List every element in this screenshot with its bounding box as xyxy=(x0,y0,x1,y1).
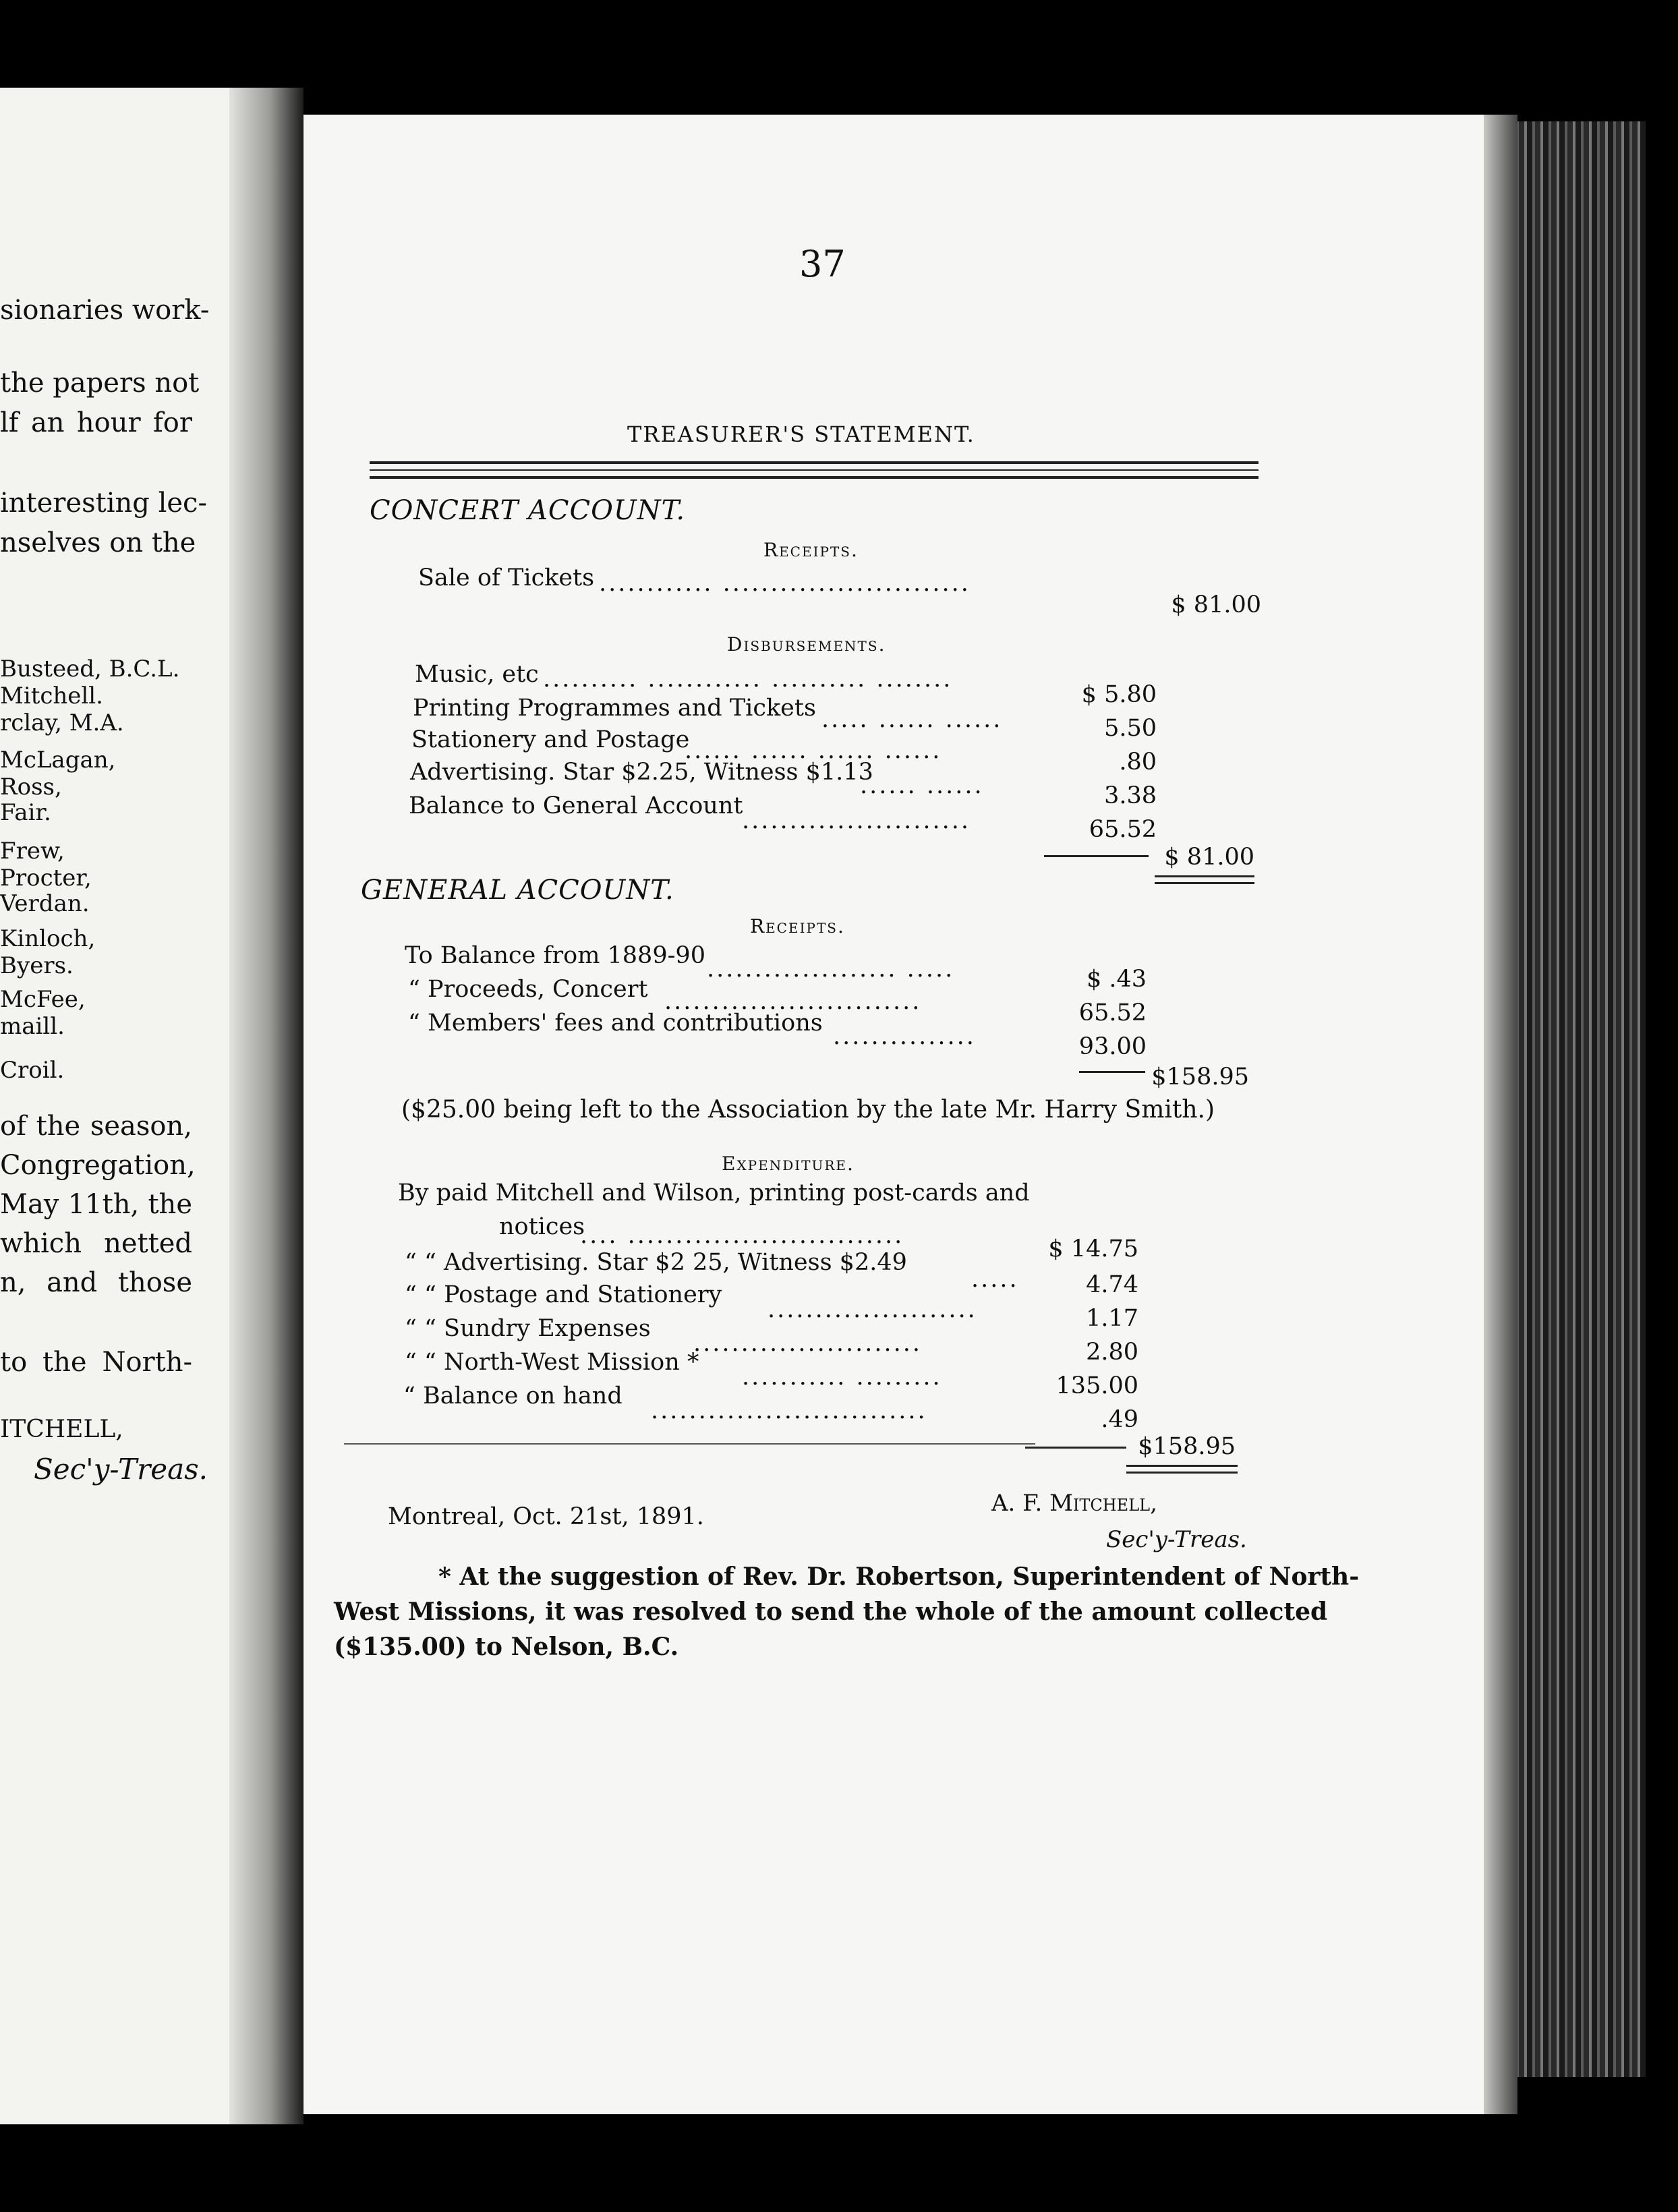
leader-dots: ..... xyxy=(971,1266,1019,1293)
left-signature-title: Sec'y-Treas. xyxy=(34,1453,208,1486)
signer-name: A. F. Mitchell, xyxy=(991,1490,1157,1517)
general-account-heading: GENERAL ACCOUNT. xyxy=(361,875,674,906)
footnote-line: ($135.00) to Nelson, B.C. xyxy=(334,1633,679,1661)
leader-dots: ........................ xyxy=(693,1330,923,1357)
left-text-line: of the season, xyxy=(0,1111,192,1142)
leader-dots: ............ .......................... xyxy=(599,570,971,597)
page-stack-edge xyxy=(1511,121,1646,2077)
disbursement-label: Music, etc xyxy=(415,661,539,688)
left-text-line: nselves on the xyxy=(0,527,196,558)
left-name-line: rclay, M.A. xyxy=(0,709,124,736)
concert-total: $ 81.00 xyxy=(1164,844,1254,871)
left-facing-page xyxy=(0,88,250,2124)
bequest-note: ($25.00 being left to the Association by the late Mr. Harry Smith.) xyxy=(401,1096,1215,1124)
disbursement-amount: 65.52 xyxy=(1089,816,1157,843)
signer-title: Sec'y-Treas. xyxy=(1106,1526,1247,1553)
general-receipt-amount: 93.00 xyxy=(1078,1033,1147,1060)
leader-dots: ............... xyxy=(833,1023,976,1050)
concert-disbursements-label: Disbursements. xyxy=(727,633,886,656)
left-text-line: lf an hour for xyxy=(0,407,192,438)
footnote-line: * At the suggestion of Rev. Dr. Robertson, Superintendent of North- xyxy=(438,1563,1360,1591)
left-name-line: Kinloch, xyxy=(0,925,96,952)
left-text-line: which netted xyxy=(0,1228,192,1259)
expenditure-label: Expenditure. xyxy=(722,1153,855,1175)
left-name-line: Busteed, B.C.L. xyxy=(0,656,180,682)
leader-dots: .......... ............ .......... ........ xyxy=(543,666,953,693)
expenditure-amount: 4.74 xyxy=(1086,1271,1138,1298)
expenditure-amount: 135.00 xyxy=(1055,1372,1138,1399)
concert-receipt-label: Sale of Tickets xyxy=(418,564,595,591)
footnote-line: West Missions, it was resolved to send the whole of the amount collected xyxy=(334,1598,1328,1626)
left-text-line: May 11th, the xyxy=(0,1189,192,1220)
disbursement-label: Stationery and Postage xyxy=(411,726,690,753)
concert-account-heading: CONCERT ACCOUNT. xyxy=(370,495,686,526)
general-receipts-label: Receipts. xyxy=(750,915,845,937)
left-text-line: Congregation, xyxy=(0,1150,196,1181)
left-name-line: McFee, xyxy=(0,986,86,1013)
expenditure-label-line: “ “ North-West Mission * xyxy=(405,1349,699,1376)
left-name-line: Fair. xyxy=(0,799,51,826)
left-name-line: Mitchell. xyxy=(0,682,103,709)
left-name-line: Byers. xyxy=(0,952,74,979)
expenditure-amount: .49 xyxy=(1101,1406,1138,1433)
left-text-line: n, and those xyxy=(0,1267,192,1298)
expenditure-amount: $ 14.75 xyxy=(1048,1235,1138,1262)
expenditure-label-line: “ “ Advertising. Star $2 25, Witness $2.49 xyxy=(405,1249,907,1276)
leader-dots: ........................... xyxy=(664,988,922,1015)
leader-dots: ...... ...... xyxy=(860,772,984,799)
left-name-line: Verdan. xyxy=(0,890,90,917)
disbursement-label: Balance to General Account xyxy=(409,792,743,819)
total-double-rule xyxy=(1155,882,1254,884)
left-signature-name: ITCHELL, xyxy=(0,1416,123,1443)
expenditure-label-line: “ Balance on hand xyxy=(403,1382,623,1409)
statement-title: TREASURER'S STATEMENT. xyxy=(627,421,975,447)
general-receipt-amount: $ .43 xyxy=(1086,966,1147,993)
expenditure-intro: By paid Mitchell and Wilson, printing post-cards and xyxy=(398,1180,1030,1206)
left-name-line: Procter, xyxy=(0,865,92,892)
leader-dots: ............................. xyxy=(651,1397,927,1424)
general-receipt-label: “ Proceeds, Concert xyxy=(408,976,648,1003)
general-receipt-label: To Balance from 1889-90 xyxy=(405,942,705,969)
left-name-line: maill. xyxy=(0,1013,65,1040)
general-receipt-label: “ Members' fees and contributions xyxy=(408,1010,823,1037)
leader-dots: ........... ......... xyxy=(742,1364,942,1391)
disbursement-label: Advertising. Star $2.25, Witness $1.13 xyxy=(410,759,873,786)
total-double-rule xyxy=(1126,1472,1238,1474)
leader-dots: ........................ xyxy=(742,807,971,834)
total-double-rule xyxy=(1155,875,1254,877)
left-name-line: Croil. xyxy=(0,1057,65,1084)
leader-dots: .................... ..... xyxy=(707,956,955,983)
left-text-line: to the North- xyxy=(0,1347,192,1378)
left-text-line: interesting lec- xyxy=(0,488,207,519)
page-number: 37 xyxy=(799,243,846,285)
place-date: Montreal, Oct. 21st, 1891. xyxy=(388,1503,704,1530)
leader-dots: ...... ...... ...... ...... xyxy=(685,737,942,764)
expenditure-amount: 2.80 xyxy=(1086,1339,1138,1366)
left-text-line: the papers not xyxy=(0,368,200,399)
concert-receipts-label: Receipts. xyxy=(763,539,859,561)
disbursement-amount: $ 5.80 xyxy=(1081,681,1157,708)
expenditure-label-line: “ “ Sundry Expenses xyxy=(405,1315,651,1342)
total-double-rule xyxy=(1126,1465,1238,1467)
disbursement-label: Printing Programmes and Tickets xyxy=(413,695,816,722)
left-name-line: Ross, xyxy=(0,774,62,801)
title-rule xyxy=(370,461,1258,464)
disbursement-amount: .80 xyxy=(1119,749,1157,776)
left-name-line: Frew, xyxy=(0,838,65,865)
general-receipt-amount: 65.52 xyxy=(1078,999,1147,1026)
expenditure-label-line: “ “ Postage and Stationery xyxy=(405,1281,722,1308)
title-rule xyxy=(370,476,1258,479)
leader-dots: .... ............................. xyxy=(580,1222,904,1249)
leader-dots: ..... ...... ...... xyxy=(821,706,1003,733)
expenditure-label-line: notices xyxy=(499,1213,585,1240)
title-rule xyxy=(370,469,1258,471)
disbursement-amount: 5.50 xyxy=(1104,715,1157,742)
leader-dots: ...................... xyxy=(768,1296,977,1323)
general-total: $158.95 xyxy=(1138,1433,1236,1460)
page-rule xyxy=(344,1443,1035,1445)
book-gutter xyxy=(229,88,303,2124)
concert-receipt-amount: $ 81.00 xyxy=(1171,591,1261,618)
disbursement-amount: 3.38 xyxy=(1104,782,1157,809)
page-shadow xyxy=(1484,115,1517,2114)
left-text-line: sionaries work- xyxy=(0,295,210,326)
expenditure-amount: 1.17 xyxy=(1086,1305,1138,1332)
general-receipts-total: $158.95 xyxy=(1151,1064,1249,1090)
left-name-line: McLagan, xyxy=(0,747,116,774)
